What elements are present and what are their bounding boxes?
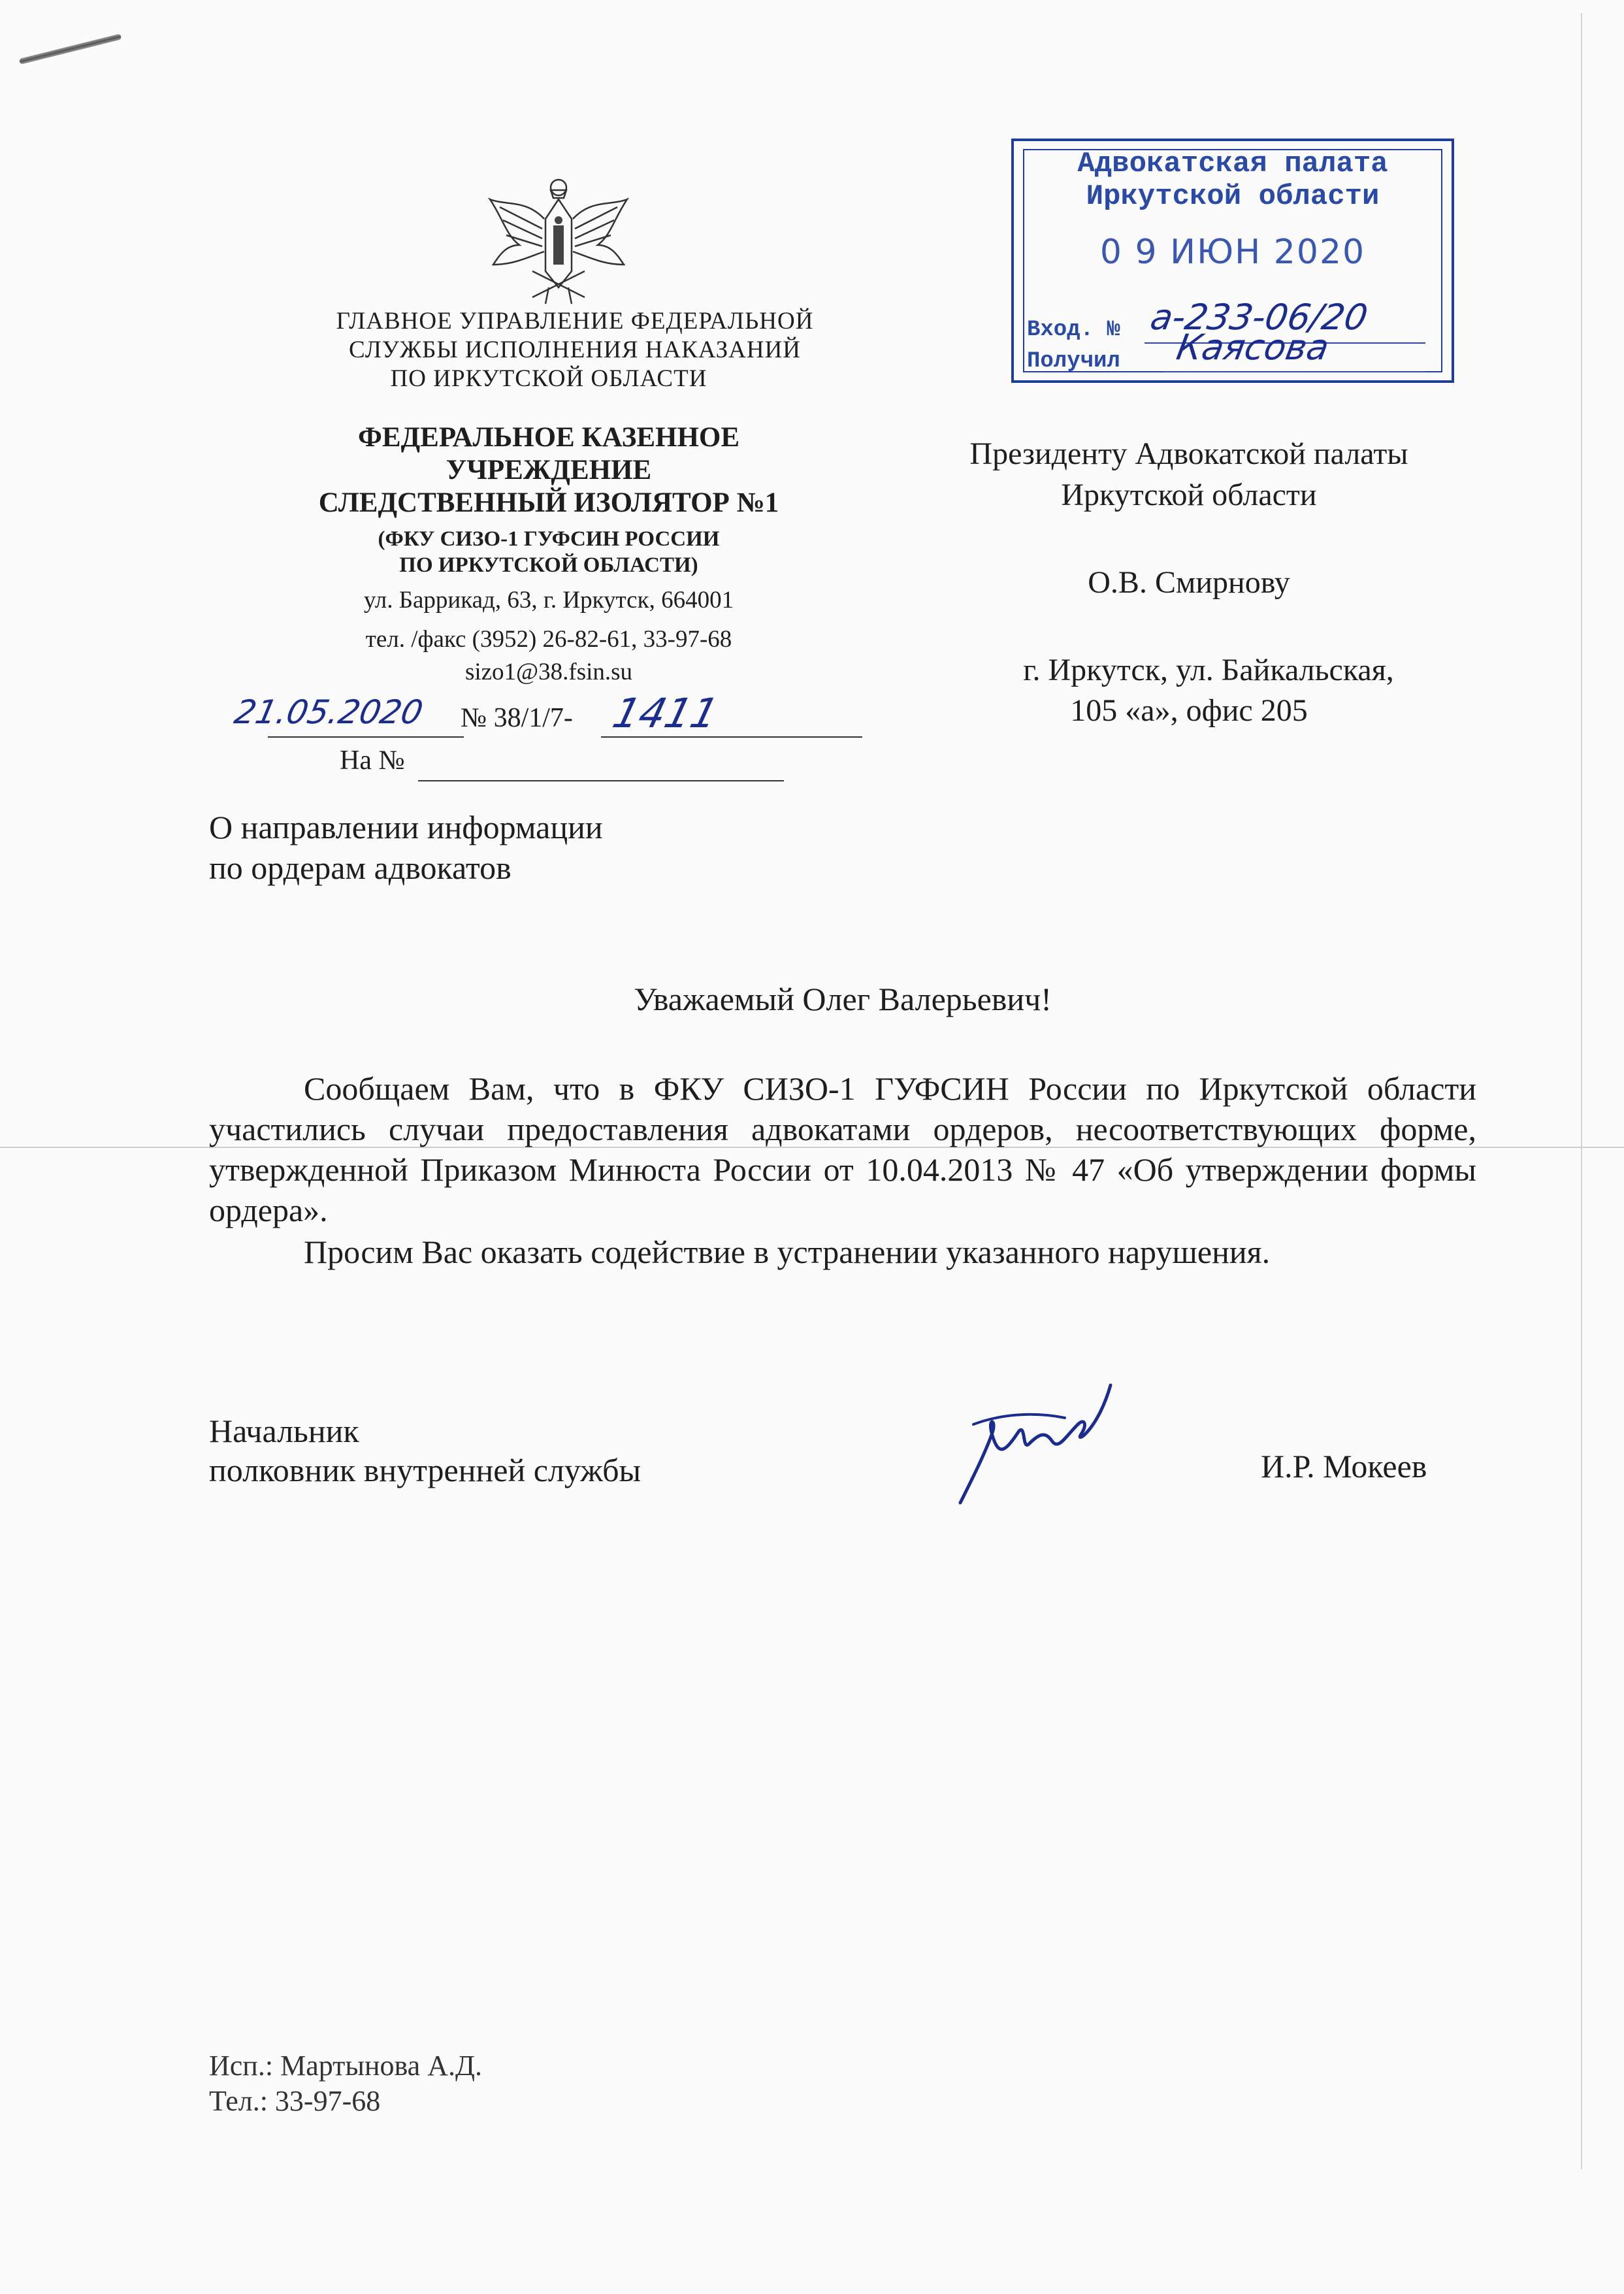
handwritten-signature [947, 1379, 1117, 1509]
institution-abbr-1: (ФКУ СИЗО-1 ГУФСИН РОССИИ [378, 527, 720, 551]
addressee-line-1: Президенту Адвокатской палаты [969, 436, 1408, 471]
reply-to-label: На № [340, 746, 405, 776]
page-edge-shadow [1581, 13, 1608, 2169]
reply-to-underline [418, 780, 784, 781]
institution-phone: тел. /факс (3952) 26-82-61, 33-97-68 [365, 626, 732, 653]
stamp-org-line-2: Иркутской области [1086, 180, 1380, 213]
handwritten-reference-number: 1411 [608, 689, 723, 737]
header-line-1: ГЛАВНОЕ УПРАВЛЕНИЕ ФЕДЕРАЛЬНОЙ [336, 308, 814, 335]
stamp-received-label: Получил [1027, 349, 1120, 374]
addressee-name: О.В. Смирнову [1088, 565, 1290, 600]
reply-to-line [340, 745, 784, 784]
institution-abbr-2: ПО ИРКУТСКОЙ ОБЛАСТИ) [399, 553, 698, 577]
subject-line-2: по ордерам адвокатов [209, 849, 512, 886]
subject-line-1: О направлении информации [209, 809, 603, 845]
institution-address: ул. Баррикад, 63, г. Иркутск, 664001 [363, 587, 734, 614]
institution-line-3: СЛЕДСТВЕННЫЙ ИЗОЛЯТОР №1 [318, 487, 779, 518]
stamp-incoming-label: Вход. № [1027, 318, 1120, 342]
addressee-address-2: 105 «а», офис 205 [1070, 693, 1308, 728]
stamp-incoming-value: а-233-06/20 [1147, 297, 1371, 338]
incoming-registration-stamp [1011, 139, 1454, 383]
header-line-3: ПО ИРКУТСКОЙ ОБЛАСТИ [390, 365, 707, 392]
signer-name: И.Р. Мокеев [1261, 1448, 1427, 1484]
executor-phone: Тел.: 33-97-68 [209, 2085, 381, 2117]
reference-line [231, 689, 862, 742]
stamp-organization [1014, 148, 1452, 213]
stamp-received-underline [1164, 371, 1425, 372]
date-underline [268, 736, 464, 738]
institution-line-1: ФЕДЕРАЛЬНОЕ КАЗЕННОЕ [357, 422, 740, 453]
reference-number-prefix: № 38/1/7- [461, 703, 573, 733]
stamp-received-value: Каясова [1173, 327, 1333, 368]
fsin-emblem-icon [480, 173, 637, 310]
greeting: Уважаемый Олег Валерьевич! [634, 981, 1052, 1017]
signer-position-1: Начальник [209, 1413, 359, 1449]
addressee-address-1: г. Иркутск, ул. Байкальская, [1023, 653, 1394, 687]
signer-position-2: полковник внутренней службы [209, 1452, 641, 1488]
addressee-line-2: Иркутской области [1061, 478, 1317, 512]
stamp-date: 0 9 ИЮН 2020 [1099, 233, 1366, 272]
number-underline [601, 736, 862, 738]
staple-mark [19, 33, 122, 64]
body-paragraph-1: Сообщаем Вам, что в ФКУ СИЗО-1 ГУФСИН России по Иркутской области участились случаи предоставления адвокатами ордеров, несоответствующих форме, утвержденной Приказом Минюста России от 10.04.2013 № 47 «Об утверждении формы ордера». [209, 1070, 1476, 1228]
institution-email: sizo1@38.fsin.su [464, 659, 633, 685]
stamp-org-line-1: Адвокатская палата [1077, 148, 1388, 180]
header-line-2: СЛУЖБЫ ИСПОЛНЕНИЯ НАКАЗАНИЙ [348, 336, 802, 363]
executor-name: Исп.: Мартынова А.Д. [209, 2050, 482, 2082]
body-paragraph-2: Просим Вас оказать содействие в устранении указанного нарушения. [304, 1234, 1271, 1270]
handwritten-date: 21.05.2020 [231, 693, 427, 731]
institution-line-2: УЧРЕЖДЕНИЕ [446, 455, 652, 485]
